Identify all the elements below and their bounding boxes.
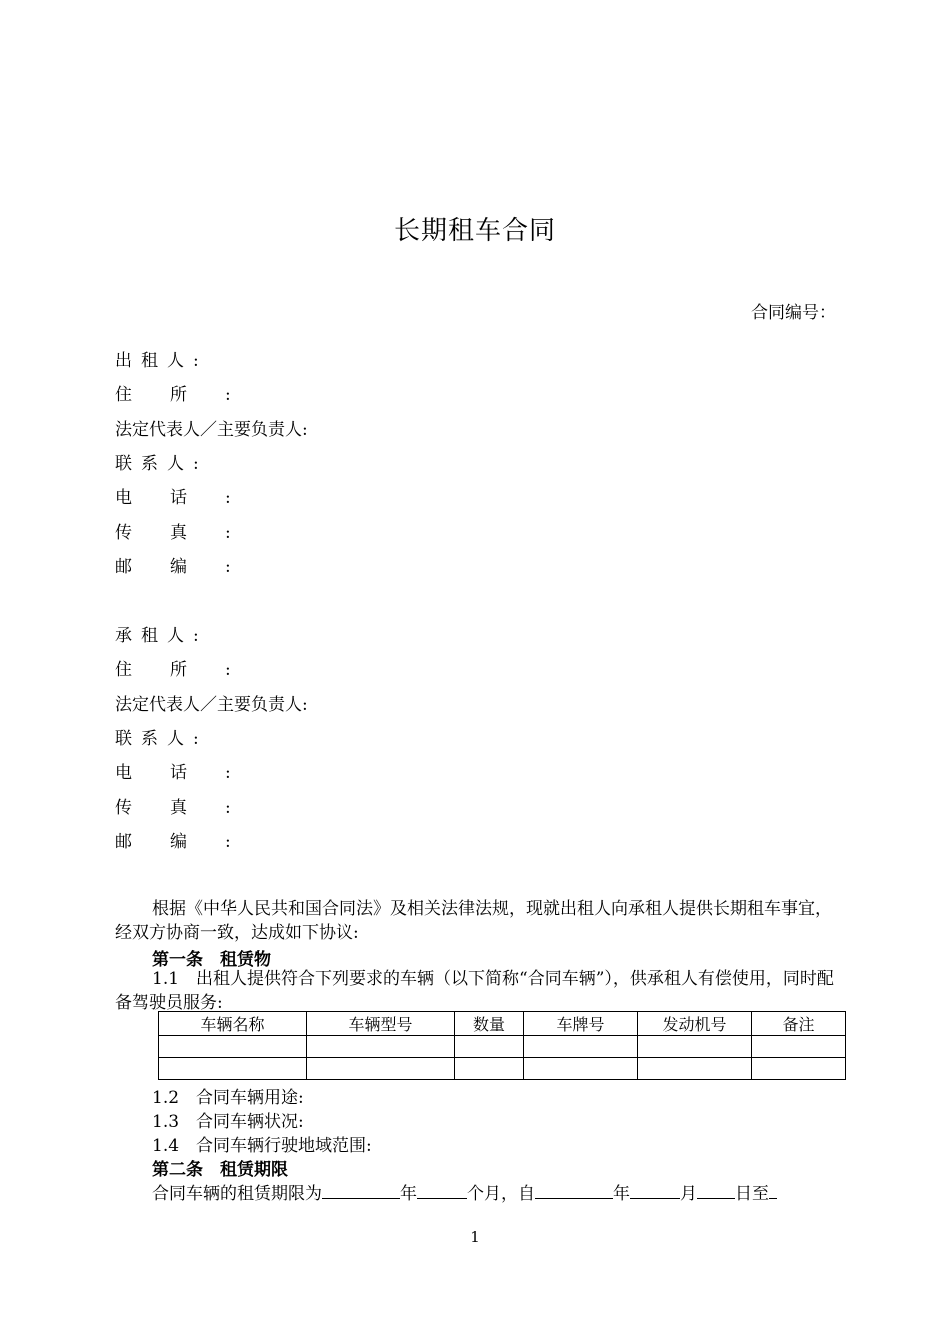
unit-months: 个月，自 xyxy=(467,1184,535,1204)
col-vehicle-model: 车辆型号 xyxy=(307,1012,455,1036)
lease-term-text: 合同车辆的租赁期限为 xyxy=(152,1184,322,1204)
clause-1-3: 1.3 合同车辆状况: xyxy=(152,1112,304,1132)
unit-year: 年 xyxy=(400,1184,417,1204)
lessee-postcode-label: 邮编: xyxy=(115,832,269,852)
table-cell xyxy=(752,1036,846,1058)
lessee-address-label: 住所: xyxy=(115,660,269,680)
lessor-name-label: 出租人: xyxy=(115,351,208,371)
unit-year-2: 年 xyxy=(613,1184,630,1204)
clause-1-4: 1.4 合同车辆行驶地域范围: xyxy=(152,1136,372,1156)
col-quantity: 数量 xyxy=(455,1012,524,1036)
table-cell xyxy=(455,1058,524,1080)
table-cell xyxy=(638,1036,752,1058)
table-cell xyxy=(752,1058,846,1080)
end-date-blank[interactable] xyxy=(769,1182,777,1199)
lessee-name-label: 承租人: xyxy=(115,626,208,646)
document-title: 长期租车合同 xyxy=(393,216,556,246)
table-row xyxy=(159,1036,846,1058)
lessor-phone-label: 电话: xyxy=(115,488,269,508)
table-cell xyxy=(159,1036,307,1058)
lessor-address-label: 住所: xyxy=(115,385,269,405)
col-remarks: 备注 xyxy=(752,1012,846,1036)
lessor-postcode-label: 邮编: xyxy=(115,557,269,577)
years-blank[interactable] xyxy=(322,1182,400,1199)
unit-day-to: 日至 xyxy=(735,1184,769,1204)
table-cell xyxy=(638,1058,752,1080)
lessor-contact-label: 联系人: xyxy=(115,454,208,474)
lessee-contact-label: 联系人: xyxy=(115,729,208,749)
intro-paragraph: 根据《中华人民共和国合同法》及相关法律法规，现就出租人向承租人提供长期租车事宜，经双方协商一致，达成如下协议: xyxy=(115,899,832,943)
months-blank[interactable] xyxy=(417,1182,467,1199)
table-cell xyxy=(307,1036,455,1058)
lessor-legal-rep-label: 法定代表人／主要负责人: xyxy=(115,420,308,440)
lessor-fax-label: 传真: xyxy=(115,523,269,543)
lessee-legal-rep-label: 法定代表人／主要负责人: xyxy=(115,695,308,715)
table-cell xyxy=(159,1058,307,1080)
contract-number-label: 合同编号： xyxy=(751,303,836,323)
lessee-phone-label: 电话: xyxy=(115,763,269,783)
page-number: 1 xyxy=(470,1228,480,1246)
table-header-row xyxy=(159,1012,846,1036)
col-engine-number: 发动机号 xyxy=(638,1012,752,1036)
table-cell xyxy=(455,1036,524,1058)
table-cell xyxy=(524,1058,638,1080)
article-1-heading: 第一条 租赁物 xyxy=(152,950,271,970)
col-plate-number: 车牌号 xyxy=(524,1012,638,1036)
table-cell xyxy=(307,1058,455,1080)
lessee-fax-label: 传真: xyxy=(115,798,269,818)
table-cell xyxy=(524,1036,638,1058)
start-year-blank[interactable] xyxy=(535,1182,613,1199)
lease-term-line xyxy=(152,1179,777,1204)
table-row xyxy=(159,1058,846,1080)
start-day-blank[interactable] xyxy=(697,1182,735,1199)
clause-1-1: 1.1 出租人提供符合下列要求的车辆（以下简称“合同车辆”），供承租人有偿使用，同时配备驾驶员服务: xyxy=(115,969,834,1013)
article-2-heading: 第二条 租赁期限 xyxy=(152,1160,288,1180)
unit-month: 月 xyxy=(680,1184,697,1204)
vehicle-table xyxy=(158,1011,846,1080)
clause-1-2: 1.2 合同车辆用途: xyxy=(152,1088,304,1108)
start-month-blank[interactable] xyxy=(630,1182,680,1199)
col-vehicle-name: 车辆名称 xyxy=(159,1012,307,1036)
